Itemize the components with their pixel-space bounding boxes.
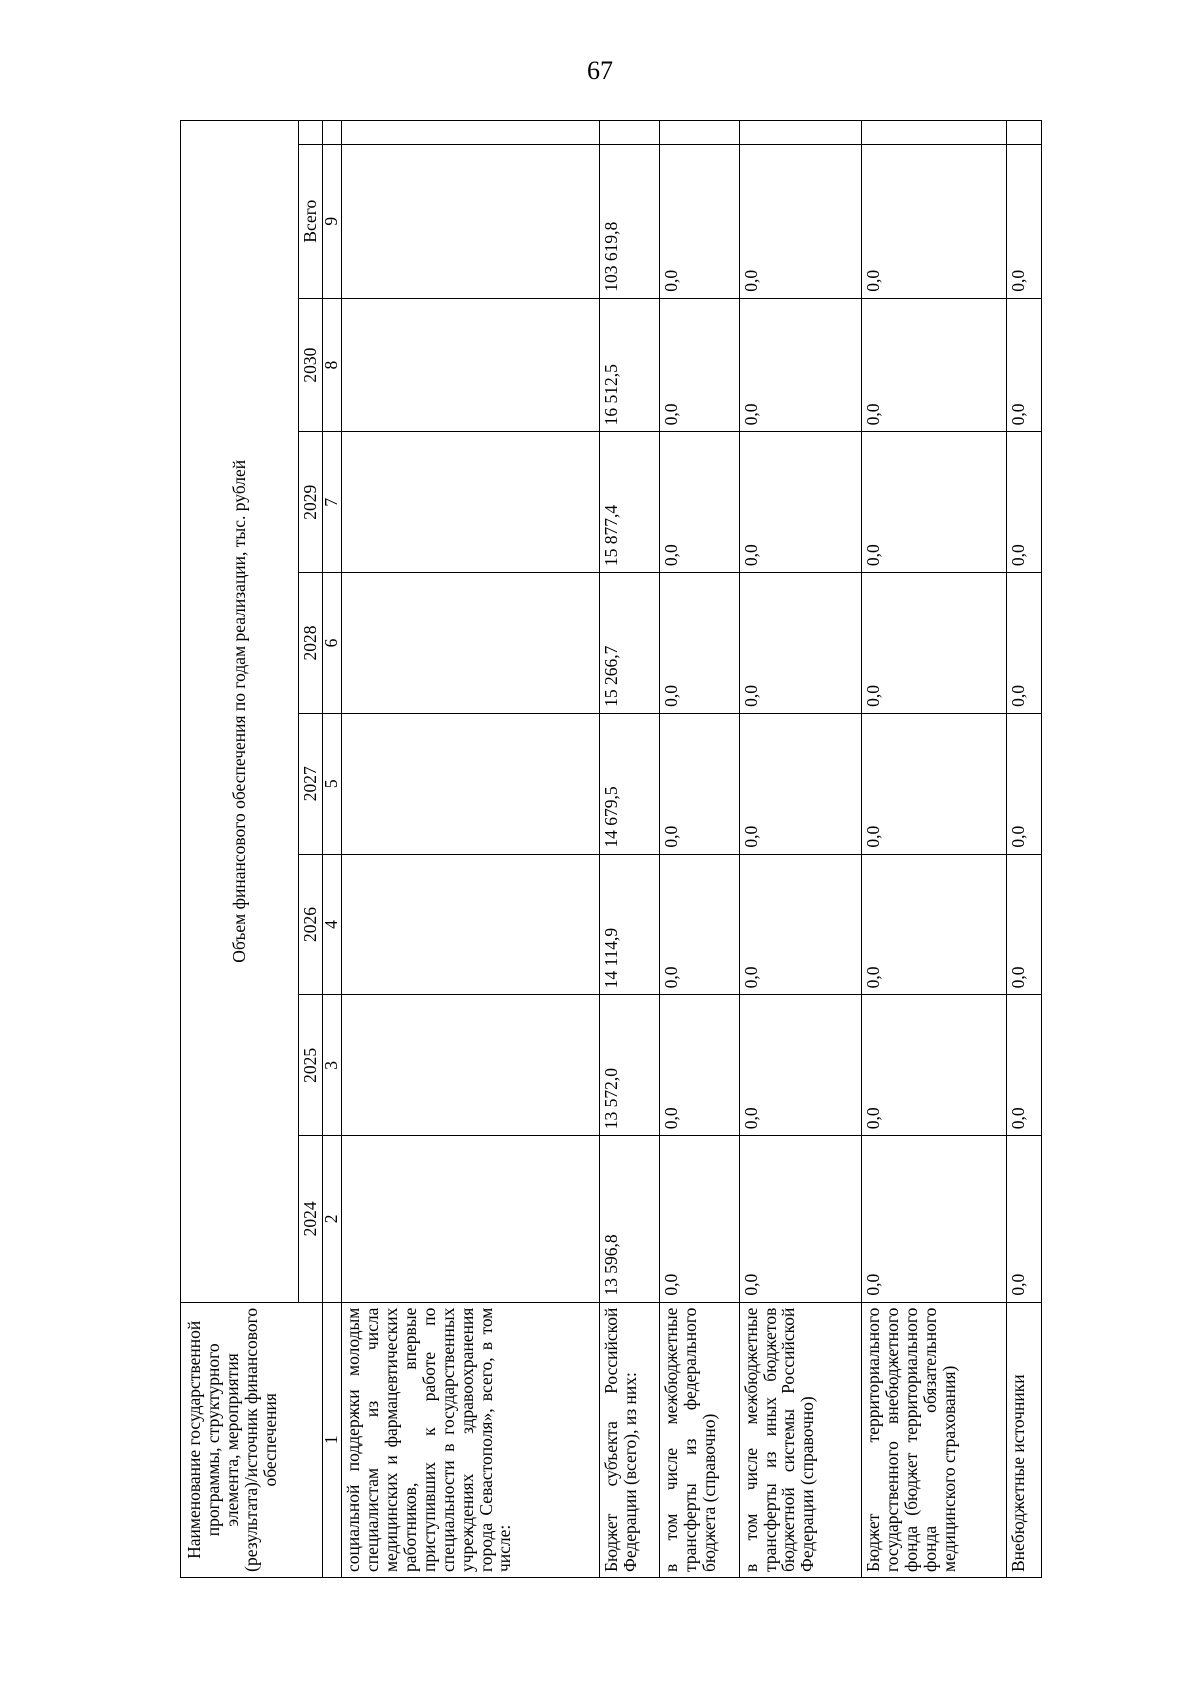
value-cell — [342, 432, 600, 573]
value-cell: 0,0 — [1006, 713, 1041, 854]
column-number: 1 — [323, 1302, 342, 1577]
empty-cell — [862, 121, 1006, 145]
year-header: 2028 — [298, 573, 323, 714]
column-number: 4 — [323, 854, 342, 995]
value-cell: 14 114,9 — [600, 854, 660, 995]
table-row — [660, 121, 739, 1578]
value-cell: 0,0 — [1006, 854, 1041, 995]
row-label: Бюджет субъекта Российской Федерации (всего), из них: — [600, 1302, 660, 1577]
value-cell: 0,0 — [739, 1136, 862, 1302]
column-number: 5 — [323, 713, 342, 854]
value-cell: 0,0 — [1006, 144, 1041, 298]
empty-cell — [660, 121, 739, 145]
financing-table — [180, 120, 1042, 1578]
financing-table-rotated — [180, 120, 1042, 1578]
row-label: в том числе межбюджетные трансферты из иных бюджетов бюджетной системы Российской Федерации (справочно) — [739, 1302, 862, 1577]
year-header: 2024 — [298, 1136, 323, 1302]
column-number-row — [323, 121, 342, 1578]
value-cell: 0,0 — [660, 144, 739, 298]
value-cell: 0,0 — [1006, 298, 1041, 432]
value-cell — [342, 1136, 600, 1302]
value-cell — [342, 854, 600, 995]
row-label: социальной поддержки молодым специалистам из числа медицинских и фармацевтических работников, впервые приступивших к работе по специальности в государственных учреждениях здравоохранения города Севастополя», всего, в том числе: — [342, 1302, 600, 1577]
empty-cell — [298, 121, 323, 145]
value-cell: 0,0 — [739, 573, 862, 714]
value-cell: 0,0 — [660, 298, 739, 432]
value-cell: 0,0 — [739, 854, 862, 995]
value-cell: 13 572,0 — [600, 995, 660, 1136]
value-cell: 14 679,5 — [600, 713, 660, 854]
value-cell: 0,0 — [660, 854, 739, 995]
value-cell: 0,0 — [1006, 573, 1041, 714]
row-label: в том числе межбюджетные трансферты из федерального бюджета (справочно) — [660, 1302, 739, 1577]
column-number: 2 — [323, 1136, 342, 1302]
year-header: 2029 — [298, 432, 323, 573]
year-header: 2027 — [298, 713, 323, 854]
page-number: 67 — [587, 56, 613, 85]
value-cell: 16 512,5 — [600, 298, 660, 432]
table-row — [739, 121, 862, 1578]
name-column-header: Наименование государственной программы, структурного элемента, мероприятия (результата)/источник финансового обеспечения — [181, 1302, 323, 1577]
value-cell: 0,0 — [739, 298, 862, 432]
value-cell: 0,0 — [739, 432, 862, 573]
volume-header: Объем финансового обеспечения по годам реализации, тыс. рублей — [181, 121, 299, 1303]
empty-cell — [323, 121, 342, 145]
total-header: Всего — [298, 144, 323, 298]
value-cell: 0,0 — [862, 995, 1006, 1136]
value-cell: 0,0 — [660, 995, 739, 1136]
empty-cell — [600, 121, 660, 145]
value-cell: 0,0 — [1006, 1136, 1041, 1302]
value-cell — [342, 144, 600, 298]
column-number: 8 — [323, 298, 342, 432]
value-cell: 0,0 — [660, 573, 739, 714]
empty-cell — [1006, 121, 1041, 145]
value-cell: 0,0 — [739, 144, 862, 298]
value-cell — [342, 713, 600, 854]
value-cell: 0,0 — [862, 432, 1006, 573]
value-cell: 0,0 — [1006, 995, 1041, 1136]
value-cell: 15 877,4 — [600, 432, 660, 573]
value-cell: 0,0 — [862, 573, 1006, 714]
table-row — [600, 121, 660, 1578]
value-cell: 0,0 — [739, 995, 862, 1136]
row-label: Бюджет территориального государственного внебюджетного фонда (бюджет территориального фонда обязательного медицинского страхования) — [862, 1302, 1006, 1577]
value-cell: 0,0 — [862, 854, 1006, 995]
value-cell: 0,0 — [660, 1136, 739, 1302]
value-cell: 0,0 — [660, 713, 739, 854]
value-cell: 0,0 — [660, 432, 739, 573]
value-cell: 0,0 — [862, 1136, 1006, 1302]
value-cell: 13 596,8 — [600, 1136, 660, 1302]
value-cell: 15 266,7 — [600, 573, 660, 714]
value-cell: 0,0 — [739, 713, 862, 854]
value-cell: 0,0 — [862, 144, 1006, 298]
table-row — [342, 121, 600, 1578]
empty-cell — [342, 121, 600, 145]
year-header: 2025 — [298, 995, 323, 1136]
header-row — [181, 121, 299, 1578]
table-row — [862, 121, 1006, 1578]
column-number: 6 — [323, 573, 342, 714]
value-cell: 0,0 — [862, 713, 1006, 854]
year-header: 2030 — [298, 298, 323, 432]
column-number: 7 — [323, 432, 342, 573]
year-header: 2026 — [298, 854, 323, 995]
value-cell — [342, 995, 600, 1136]
value-cell: 0,0 — [862, 298, 1006, 432]
value-cell — [342, 573, 600, 714]
column-number: 3 — [323, 995, 342, 1136]
row-label: Внебюджетные источники — [1006, 1302, 1041, 1577]
value-cell — [342, 298, 600, 432]
empty-cell — [739, 121, 862, 145]
value-cell: 0,0 — [1006, 432, 1041, 573]
table-row — [1006, 121, 1041, 1578]
column-number: 9 — [323, 144, 342, 298]
value-cell: 103 619,8 — [600, 144, 660, 298]
